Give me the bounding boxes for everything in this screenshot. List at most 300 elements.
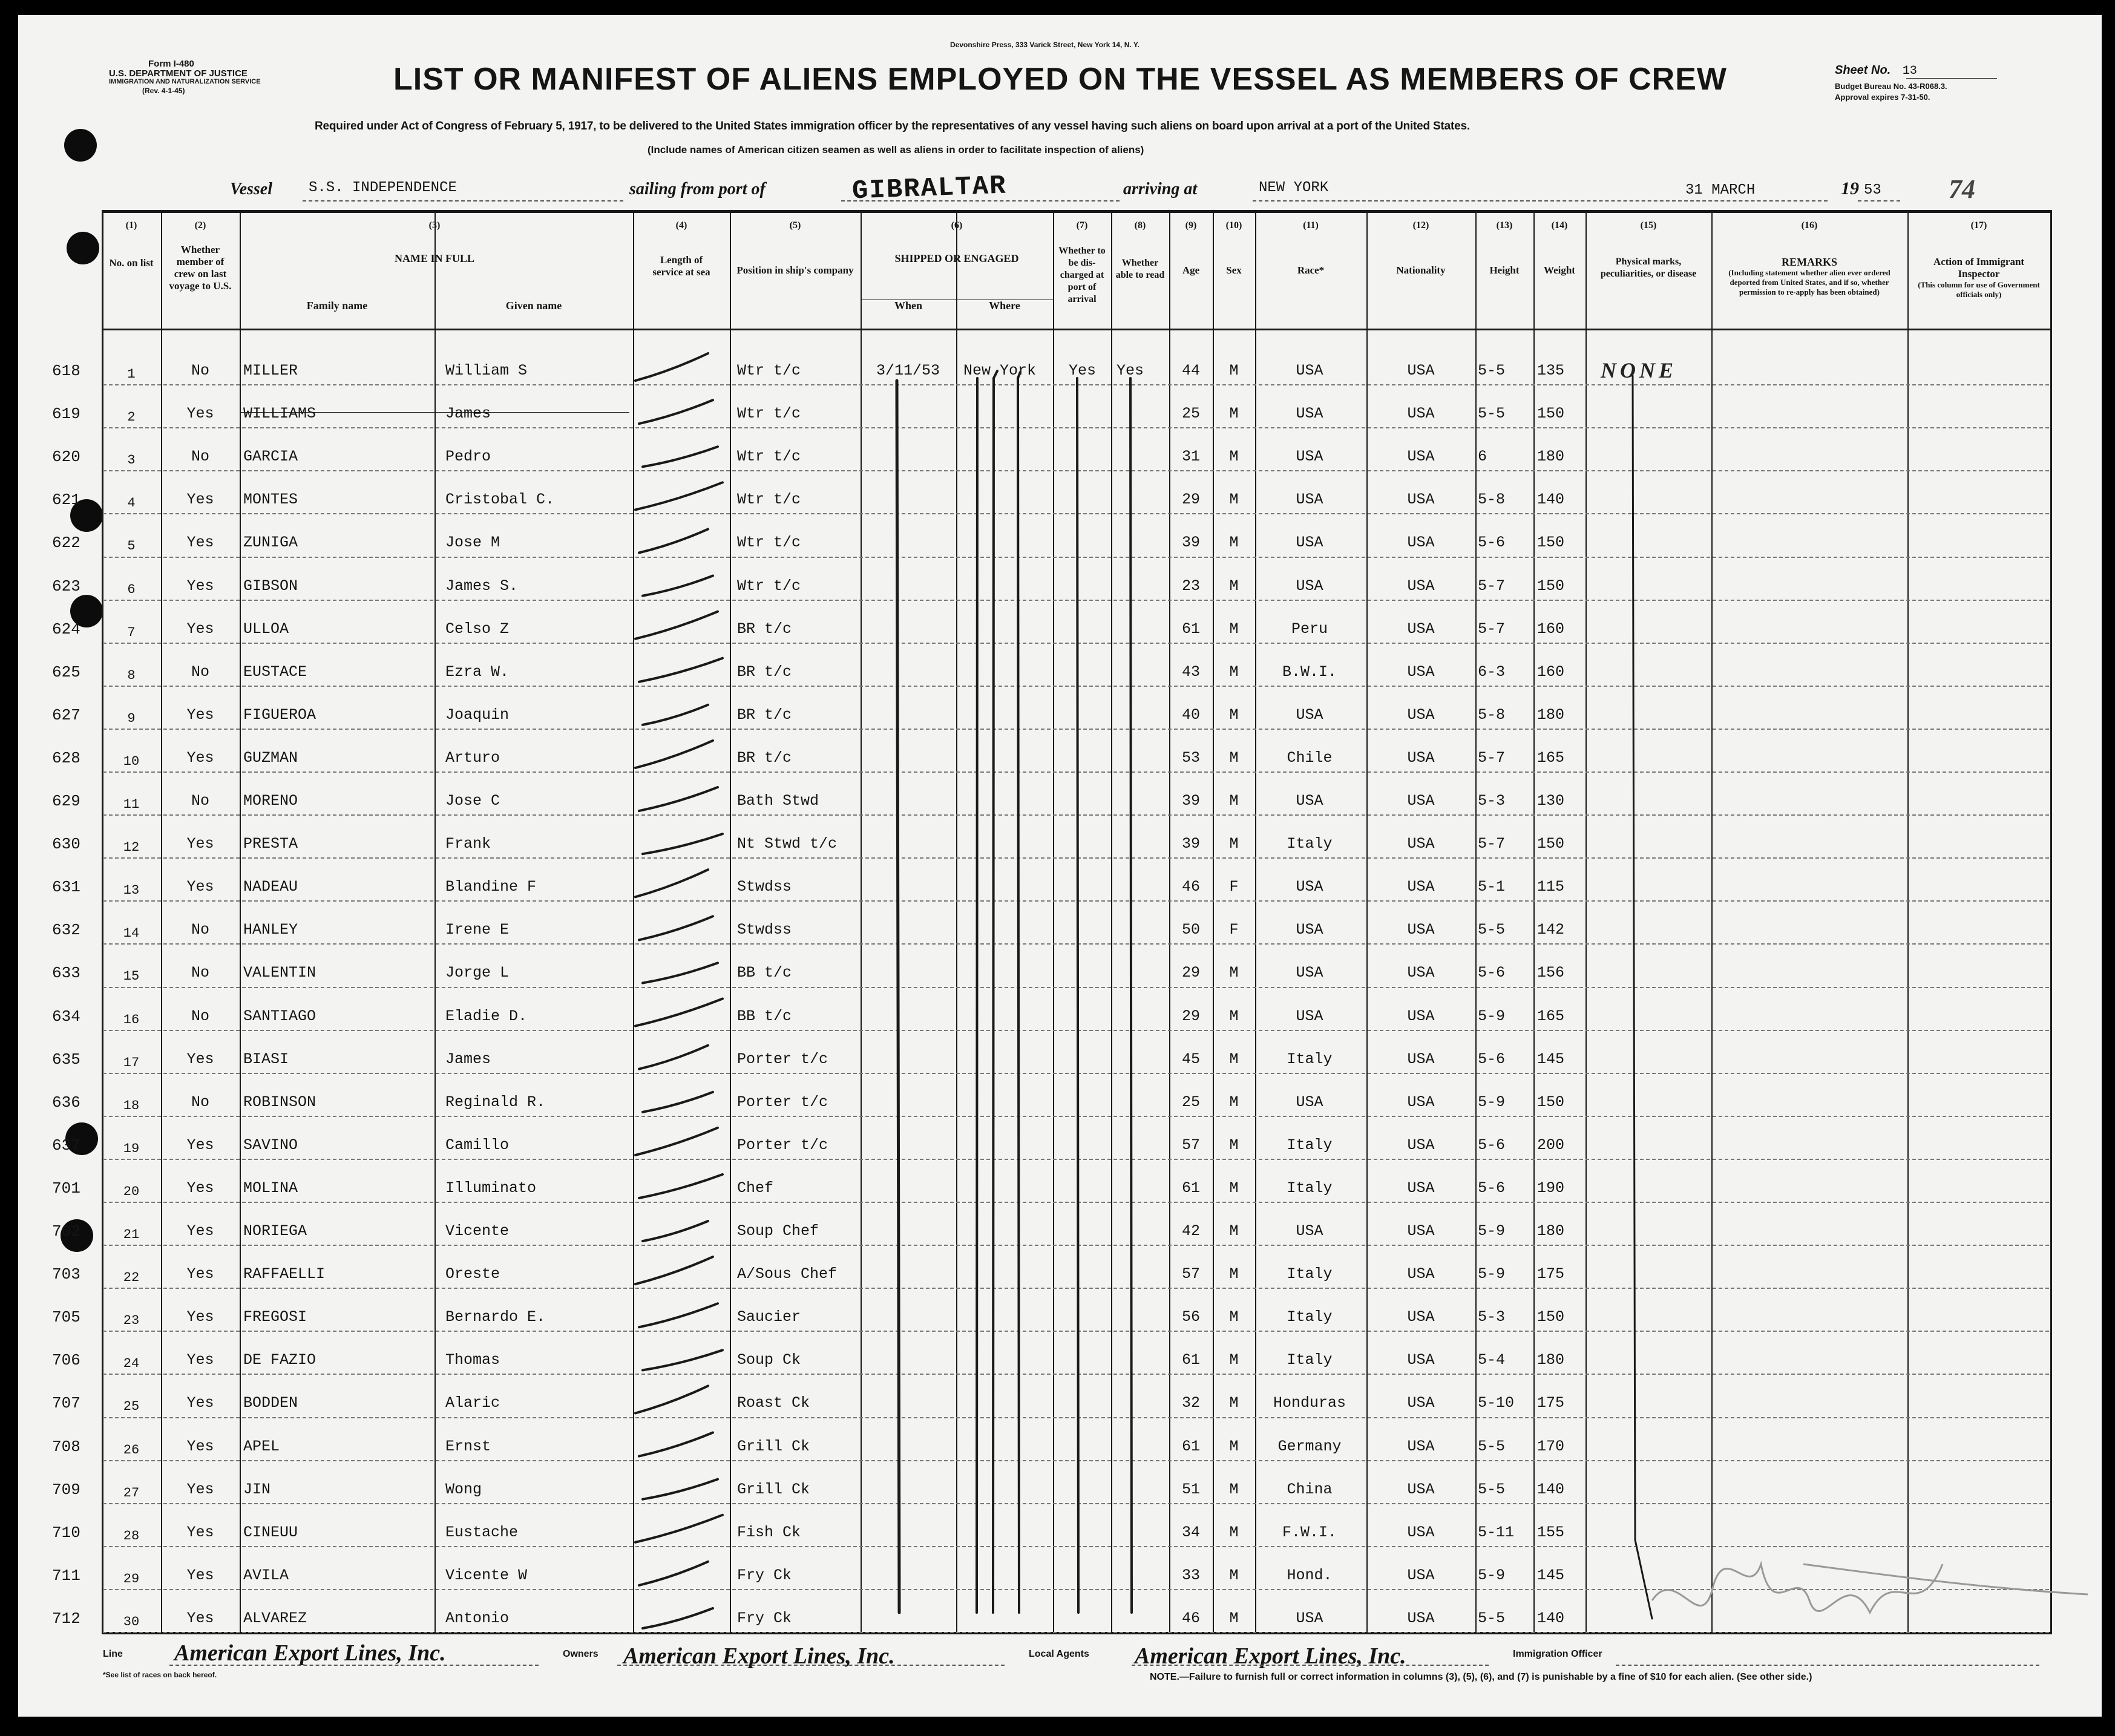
sex: M: [1229, 748, 1239, 767]
sailing-label: sailing from port of: [629, 180, 766, 198]
list-id: 705: [52, 1308, 80, 1327]
service-check-mark: [639, 787, 718, 811]
given-name: Ernst: [445, 1437, 491, 1455]
weight: 180: [1537, 1222, 1565, 1240]
service-check-mark: [635, 870, 708, 897]
sex: M: [1229, 1609, 1239, 1627]
nationality: USA: [1407, 1179, 1435, 1197]
family-name: MOLINA: [243, 1179, 298, 1197]
col-number-6: (6): [951, 220, 963, 231]
prev-voyage: Yes: [186, 1480, 214, 1498]
col-number-3: (3): [428, 220, 441, 231]
given-name: Frank: [445, 835, 491, 853]
header-shipped-engaged: SHIPPED OR ENGAGED: [894, 252, 1019, 264]
age: 50: [1181, 921, 1200, 939]
agents-label: Local Agents: [1029, 1649, 1089, 1659]
family-name: EUSTACE: [243, 663, 307, 681]
race: Germany: [1277, 1437, 1342, 1455]
sex: M: [1229, 663, 1239, 681]
position: Grill Ck: [737, 1437, 810, 1455]
row-number: 16: [123, 1012, 140, 1027]
weight: 155: [1537, 1523, 1565, 1541]
height: 5-8: [1478, 706, 1506, 724]
height: 5-5: [1478, 362, 1506, 379]
nationality: USA: [1407, 1566, 1435, 1584]
race: USA: [1296, 878, 1323, 896]
age: 51: [1181, 1480, 1200, 1498]
line-label: Line: [103, 1649, 123, 1659]
row-number: 14: [123, 926, 140, 942]
given-name: Bernardo E.: [445, 1308, 546, 1326]
vessel-name: S.S. INDEPENDENCE: [309, 180, 457, 196]
header-sex: Sex: [1226, 264, 1242, 276]
family-name: ZUNIGA: [243, 534, 298, 552]
header-age: Age: [1182, 264, 1200, 276]
department: U.S. DEPARTMENT OF JUSTICE: [109, 68, 248, 79]
list-id: 628: [52, 748, 80, 767]
race: Hond.: [1287, 1566, 1333, 1584]
nationality: USA: [1407, 1308, 1435, 1326]
age: 46: [1181, 878, 1200, 896]
row-number: 15: [123, 969, 140, 984]
list-id: 707: [52, 1394, 80, 1413]
age: 61: [1181, 1437, 1200, 1455]
able-to-read: Yes: [1117, 362, 1144, 379]
position: Wtr t/c: [737, 491, 801, 509]
nationality: USA: [1407, 491, 1435, 509]
weight: 160: [1537, 663, 1565, 681]
position: Porter t/c: [737, 1050, 828, 1068]
nationality: USA: [1407, 405, 1435, 423]
list-id: 622: [52, 534, 80, 552]
given-name: Illuminato: [445, 1179, 537, 1197]
prev-voyage: Yes: [186, 1394, 214, 1412]
service-check-mark: [635, 741, 713, 768]
line-name: American Export Lines, Inc.: [174, 1640, 446, 1666]
given-name: Jose M: [445, 534, 500, 552]
family-name: MONTES: [243, 491, 298, 509]
age: 53: [1181, 748, 1200, 767]
given-name: Reginald R.: [445, 1093, 546, 1111]
prev-voyage: Yes: [186, 1437, 214, 1455]
service-check-mark: [635, 612, 718, 639]
revision: (Rev. 4-1-45): [142, 87, 185, 95]
race: USA: [1296, 921, 1323, 939]
family-name: APEL: [243, 1437, 280, 1455]
height: 5-5: [1478, 1437, 1506, 1455]
list-id: 625: [52, 663, 80, 681]
race-note: *See list of races on back hereof.: [103, 1671, 217, 1679]
race: USA: [1296, 362, 1323, 379]
nationality: USA: [1407, 1093, 1435, 1111]
height: 5-7: [1478, 620, 1506, 638]
header-where: Where: [989, 300, 1020, 312]
sex: M: [1229, 1265, 1239, 1283]
weight: 135: [1537, 362, 1565, 379]
height: 5-5: [1478, 405, 1506, 423]
height: 5-6: [1478, 964, 1506, 982]
list-id: 620: [52, 448, 80, 467]
height: 5-1: [1478, 878, 1506, 896]
family-name: NORIEGA: [243, 1222, 307, 1240]
row-number: 22: [123, 1270, 140, 1286]
family-name: ALVAREZ: [243, 1609, 307, 1627]
nationality: USA: [1407, 964, 1435, 982]
height: 5-7: [1478, 835, 1506, 853]
sex: M: [1229, 620, 1239, 638]
family-name: ROBINSON: [243, 1093, 316, 1111]
col-number-16: (16): [1801, 220, 1818, 231]
age: 43: [1181, 663, 1200, 681]
prev-voyage: Yes: [186, 1609, 214, 1627]
service-check-mark: [635, 1128, 718, 1155]
race: Honduras: [1273, 1394, 1346, 1412]
list-id: 621: [52, 491, 80, 509]
age: 34: [1181, 1523, 1200, 1541]
position: Porter t/c: [737, 1136, 828, 1154]
race: USA: [1296, 1007, 1323, 1025]
family-name: CINEUU: [243, 1523, 298, 1541]
position: Wtr t/c: [737, 362, 801, 379]
given-name: Pedro: [445, 448, 491, 466]
arriving-label: arriving at: [1123, 180, 1198, 198]
service-check-mark: [643, 1092, 713, 1112]
height: 5-5: [1478, 1480, 1506, 1498]
age: 39: [1181, 534, 1200, 552]
nationality: USA: [1407, 1394, 1435, 1412]
given-name: Vicente W: [445, 1566, 528, 1584]
given-name: Thomas: [445, 1351, 500, 1369]
position: Fry Ck: [737, 1609, 792, 1627]
weight: 140: [1537, 1480, 1565, 1498]
row-number: 17: [123, 1055, 140, 1070]
nationality: USA: [1407, 706, 1435, 724]
given-name: James: [445, 1050, 491, 1068]
given-name: Vicente: [445, 1222, 510, 1240]
height: 5-9: [1478, 1093, 1506, 1111]
given-name: William S: [445, 362, 528, 379]
service-check-mark: [643, 834, 723, 854]
row-number: 27: [123, 1485, 140, 1501]
weight: 180: [1537, 1351, 1565, 1369]
service-check-mark: [635, 1515, 723, 1542]
service-check-mark: [639, 658, 723, 682]
sex: M: [1229, 1351, 1239, 1369]
col-number-12: (12): [1412, 220, 1429, 231]
height: 6: [1478, 448, 1487, 466]
prev-voyage: Yes: [186, 577, 214, 595]
nationality: USA: [1407, 1437, 1435, 1455]
row-number: 26: [123, 1442, 140, 1458]
nationality: USA: [1407, 835, 1435, 853]
position: A/Sous Chef: [737, 1265, 838, 1283]
list-id: 627: [52, 706, 80, 724]
age: 23: [1181, 577, 1200, 595]
row-number: 23: [123, 1313, 140, 1329]
port-from: GIBRALTAR: [851, 171, 1008, 207]
service-check-mark: [643, 1479, 718, 1499]
race: USA: [1296, 1093, 1323, 1111]
height: 5-5: [1478, 921, 1506, 939]
agents-name: American Export Lines, Inc.: [1135, 1643, 1406, 1669]
position: Soup Chef: [737, 1222, 819, 1240]
prev-voyage: No: [191, 663, 209, 681]
header-name-in-full: NAME IN FULL: [394, 252, 474, 264]
header-family-name: Family name: [306, 300, 368, 312]
family-name: ULLOA: [243, 620, 289, 638]
given-name: Eustache: [445, 1523, 519, 1541]
age: 46: [1181, 1609, 1200, 1627]
nationality: USA: [1407, 1351, 1435, 1369]
race: USA: [1296, 491, 1323, 509]
weight: 200: [1537, 1136, 1565, 1154]
age: 42: [1181, 1222, 1200, 1240]
position: Wtr t/c: [737, 534, 801, 552]
service-check-mark: [639, 1046, 708, 1069]
col-number-1: (1): [125, 220, 137, 231]
prev-voyage: Yes: [186, 1265, 214, 1283]
service-check-mark: [635, 482, 723, 509]
height: 5-6: [1478, 1136, 1506, 1154]
race: USA: [1296, 706, 1323, 724]
family-name: VALENTIN: [243, 964, 316, 982]
age: 29: [1181, 964, 1200, 982]
approval-expiry: Approval expires 7-31-50.: [1835, 93, 1930, 102]
col-number-13: (13): [1496, 220, 1513, 231]
arrival-date: 31 MARCH: [1685, 182, 1756, 198]
list-id: 703: [52, 1265, 80, 1284]
nationality: USA: [1407, 1050, 1435, 1068]
row-number: 10: [123, 753, 140, 769]
height: 5-11: [1478, 1523, 1515, 1541]
row-number: 19: [123, 1141, 140, 1156]
race: USA: [1296, 792, 1323, 810]
position: Fry Ck: [737, 1566, 792, 1584]
header-prev-voyage: Whether member of crew on last voyage to U.S.: [169, 244, 232, 292]
prev-voyage: Yes: [186, 534, 214, 552]
prev-voyage: Yes: [186, 1179, 214, 1197]
given-name: Joaquin: [445, 706, 510, 724]
nationality: USA: [1407, 1480, 1435, 1498]
sex: M: [1229, 1394, 1239, 1412]
service-check-mark: [643, 1608, 713, 1628]
physical-marks: NONE: [1601, 358, 1677, 382]
weight: 150: [1537, 577, 1565, 595]
family-name: MILLER: [243, 362, 298, 379]
position: Porter t/c: [737, 1093, 828, 1111]
row-number: 6: [127, 581, 136, 597]
prev-voyage: Yes: [186, 1308, 214, 1326]
given-name: Blandine F: [445, 878, 537, 896]
nationality: USA: [1407, 663, 1435, 681]
position: Roast Ck: [737, 1394, 810, 1412]
prev-voyage: Yes: [186, 1136, 214, 1154]
position: BB t/c: [737, 964, 792, 982]
header-no-on-list: No. on list: [109, 257, 154, 269]
service-check-mark: [643, 963, 718, 983]
sex: M: [1229, 835, 1239, 853]
sex: M: [1229, 1523, 1239, 1541]
weight: 156: [1537, 964, 1565, 982]
age: 61: [1181, 620, 1200, 638]
nationality: USA: [1407, 1523, 1435, 1541]
given-name: Celso Z: [445, 620, 510, 638]
col-number-7: (7): [1076, 220, 1088, 231]
officer-label: Immigration Officer: [1513, 1649, 1602, 1659]
header-weight: Weight: [1544, 264, 1575, 276]
race: Italy: [1287, 1050, 1333, 1068]
service-check-mark: [639, 1174, 723, 1198]
height: 5-10: [1478, 1394, 1515, 1412]
given-name: James S.: [445, 577, 519, 595]
sex: M: [1229, 706, 1239, 724]
header-remarks: REMARKS: [1781, 256, 1837, 268]
service-check-mark: [643, 1221, 708, 1241]
race: B.W.I.: [1282, 663, 1337, 681]
position: BR t/c: [737, 748, 792, 767]
age: 61: [1181, 1179, 1200, 1197]
prev-voyage: Yes: [186, 706, 214, 724]
nationality: USA: [1407, 362, 1435, 379]
row-number: 4: [127, 496, 136, 511]
col-number-2: (2): [194, 220, 206, 231]
header-nationality: Nationality: [1396, 264, 1446, 276]
sex: M: [1229, 1136, 1239, 1154]
family-name: JIN: [243, 1480, 271, 1498]
row-number: 3: [127, 453, 136, 468]
header-physical-marks: Physical marks, peculiarities, or disease: [1600, 257, 1697, 279]
prev-voyage: Yes: [186, 835, 214, 853]
weight: 150: [1537, 1093, 1565, 1111]
weight: 150: [1537, 534, 1565, 552]
port-to: NEW YORK: [1259, 180, 1329, 196]
sex: M: [1229, 964, 1239, 982]
sex: M: [1229, 1566, 1239, 1584]
list-id: 632: [52, 921, 80, 940]
prev-voyage: Yes: [186, 1222, 214, 1240]
age: 39: [1181, 835, 1200, 853]
nationality: USA: [1407, 1609, 1435, 1627]
budget-number: Budget Bureau No. 43-R068.3.: [1835, 82, 1947, 91]
family-name: FREGOSI: [243, 1308, 307, 1326]
service-check-mark: [635, 353, 708, 381]
sex: M: [1229, 491, 1239, 509]
row-number: 21: [123, 1227, 140, 1242]
list-id: 635: [52, 1050, 80, 1069]
nationality: USA: [1407, 577, 1435, 595]
sheet-label: Sheet No. 13: [1835, 64, 1917, 78]
row-number: 5: [127, 539, 136, 554]
weight: 175: [1537, 1265, 1565, 1283]
nationality: USA: [1407, 448, 1435, 466]
height: 5-3: [1478, 1308, 1506, 1326]
weight: 165: [1537, 1007, 1565, 1025]
race: China: [1287, 1480, 1333, 1498]
position: Wtr t/c: [737, 405, 801, 423]
nationality: USA: [1407, 1007, 1435, 1025]
service-check-mark: [639, 916, 713, 940]
height: 6-3: [1478, 663, 1506, 681]
header-remarks-note: (Including statement whether alien ever ordered deported from United States, and if so, whether permission to re-apply has been obtained): [1728, 268, 1890, 296]
race: USA: [1296, 1609, 1323, 1627]
header-able-read: Whether able to read: [1115, 258, 1165, 280]
list-id: 637: [52, 1136, 80, 1155]
manifest-sheet: [18, 15, 2102, 1717]
position: Fish Ck: [737, 1523, 801, 1541]
weight: 160: [1537, 620, 1565, 638]
given-name: Jose C: [445, 792, 500, 810]
weight: 180: [1537, 448, 1565, 466]
family-name: DE FAZIO: [243, 1351, 316, 1369]
vessel-label: Vessel: [230, 180, 272, 198]
col-number-8: (8): [1134, 220, 1146, 231]
race: F.W.I.: [1282, 1523, 1337, 1541]
position: Wtr t/c: [737, 577, 801, 595]
nationality: USA: [1407, 921, 1435, 939]
age: 56: [1181, 1308, 1200, 1326]
height: 5-5: [1478, 1609, 1506, 1627]
sex: M: [1229, 1050, 1239, 1068]
age: 39: [1181, 792, 1200, 810]
position: BR t/c: [737, 706, 792, 724]
owners-name: American Export Lines, Inc.: [623, 1643, 895, 1669]
given-name: James: [445, 405, 491, 423]
sex: M: [1229, 534, 1239, 552]
prev-voyage: No: [191, 1007, 209, 1025]
sex: M: [1229, 405, 1239, 423]
position: Wtr t/c: [737, 448, 801, 466]
position: Stwdss: [737, 921, 792, 939]
row-number: 7: [127, 624, 136, 640]
given-name: Wong: [445, 1480, 482, 1498]
height: 5-7: [1478, 748, 1506, 767]
header-race: Race*: [1297, 264, 1325, 276]
col-number-11: (11): [1303, 220, 1319, 231]
col-number-17: (17): [1970, 220, 1987, 231]
family-name: HANLEY: [243, 921, 298, 939]
col-number-5: (5): [789, 220, 801, 231]
position: BB t/c: [737, 1007, 792, 1025]
list-id: 709: [52, 1480, 80, 1499]
age: 31: [1181, 448, 1200, 466]
row-number: 9: [127, 710, 136, 726]
position: Grill Ck: [737, 1480, 810, 1498]
list-id: 623: [52, 577, 80, 595]
race: USA: [1296, 1222, 1323, 1240]
height: 5-4: [1478, 1351, 1506, 1369]
weight: 165: [1537, 748, 1565, 767]
weight: 150: [1537, 1308, 1565, 1326]
race: Italy: [1287, 1265, 1333, 1283]
prev-voyage: Yes: [186, 878, 214, 896]
position: Nt Stwd t/c: [737, 835, 838, 853]
col-number-14: (14): [1551, 220, 1568, 231]
shipped-where: New York: [963, 362, 1037, 379]
family-name: FIGUEROA: [243, 706, 316, 724]
year-prefix: 19: [1841, 179, 1859, 198]
weight: 175: [1537, 1394, 1565, 1412]
prev-voyage: Yes: [186, 748, 214, 767]
position: Saucier: [737, 1308, 801, 1326]
family-name: GARCIA: [243, 448, 298, 466]
race: Italy: [1287, 1308, 1333, 1326]
race: USA: [1296, 964, 1323, 982]
col-number-4: (4): [675, 220, 687, 231]
sex: M: [1229, 792, 1239, 810]
row-number: 8: [127, 667, 136, 683]
page-title: LIST OR MANIFEST OF ALIENS EMPLOYED ON THE VESSEL AS MEMBERS OF CREW: [393, 62, 1727, 97]
arrival-year: 53: [1864, 182, 1881, 198]
